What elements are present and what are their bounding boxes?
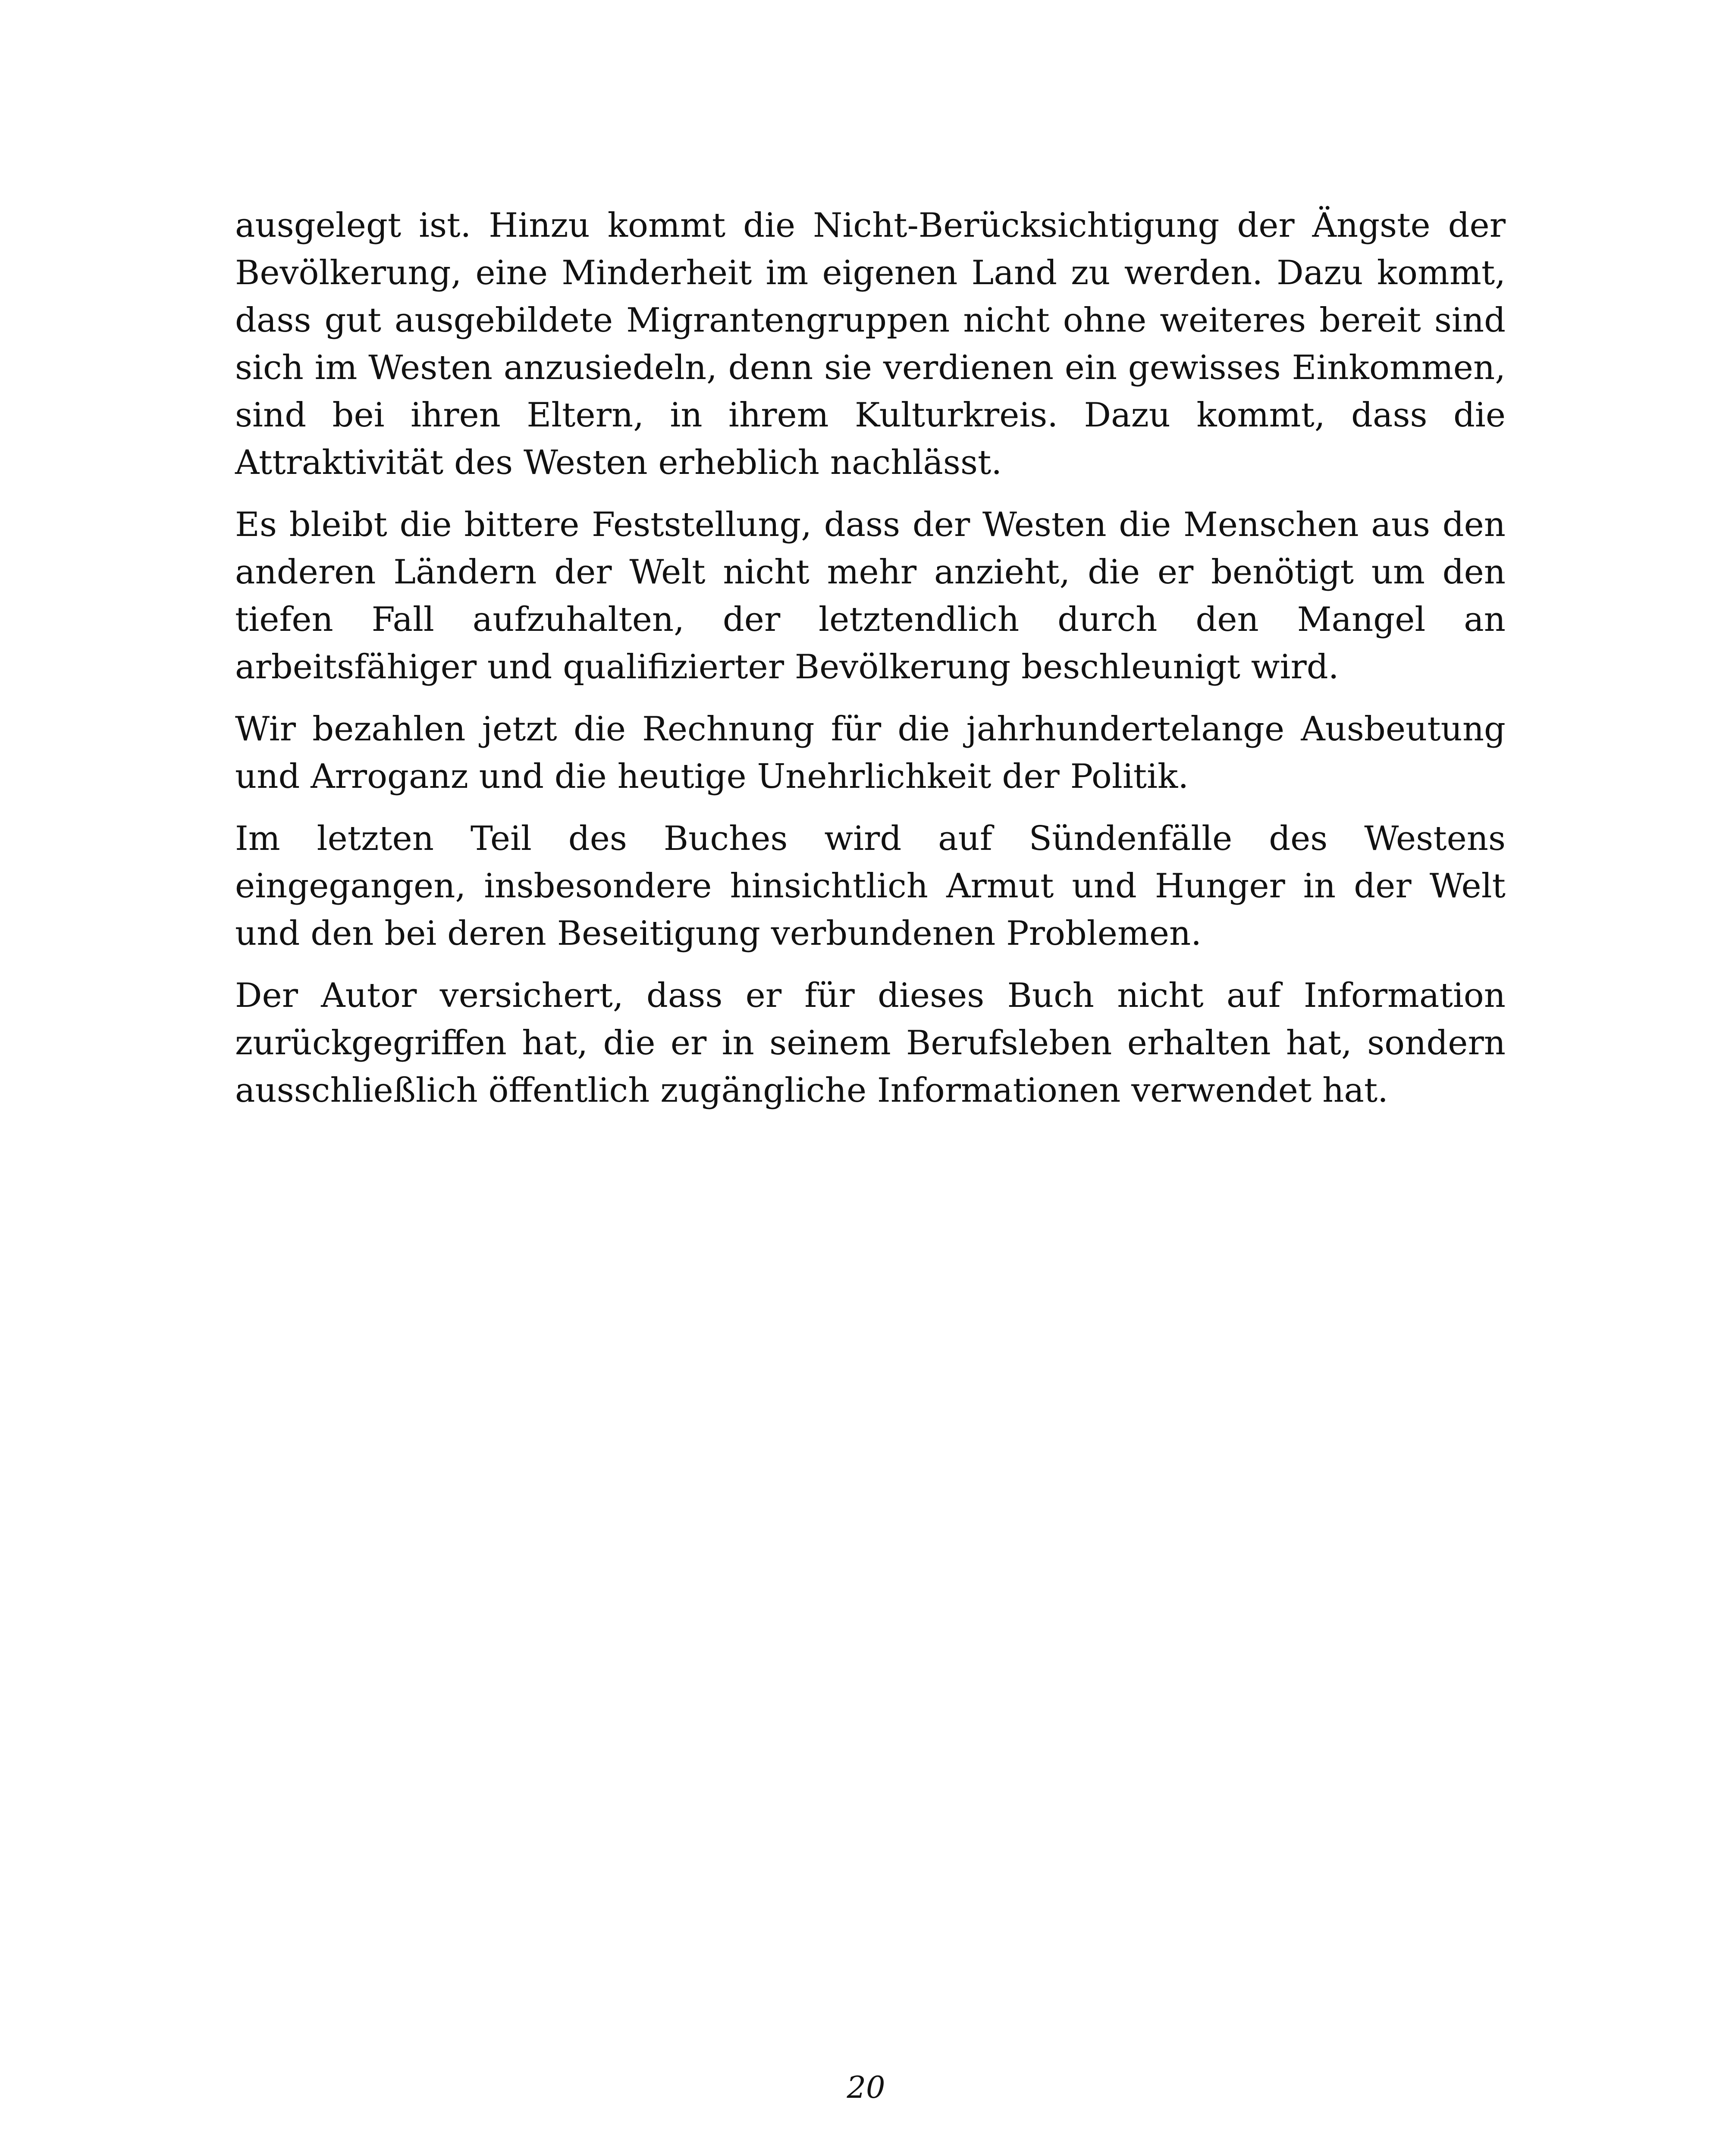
paragraph-4: Im letzten Teil des Buches wird auf Sündenfälle des Westens eingegangen, insbesondere hinsichtlich Armut und Hunger in der Welt und den bei deren Beseitigung verbundenen Problemen. (235, 819, 1506, 953)
body-text (235, 202, 1506, 1129)
paragraph-1: ausgelegt ist. Hinzu kommt die Nicht-Berücksichtigung der Ängste der Bevölkerung, eine Minderheit im eigenen Land zu werden. Dazu kommt, dass gut ausgebildete Migrantengruppen nicht ohne weiteres bereit sind sich im Westen anzusiedeln, denn sie verdienen ein gewisses Einkommen, sind bei ihren Eltern, in ihrem Kulturkreis. Dazu kommt, dass die Attraktivität des Westen erheblich nachlässt. (235, 206, 1506, 482)
paragraph-2: Es bleibt die bittere Feststellung, dass der Westen die Menschen aus den anderen Ländern der Welt nicht mehr anzieht, die er benötigt um den tiefen Fall aufzuhalten, der letztendlich durch den Mangel an arbeitsfähiger und qualifizierter Bevölkerung beschleunigt wird. (235, 505, 1506, 686)
page-number: 20 (847, 2070, 885, 2105)
paragraph-3: Wir bezahlen jetzt die Rechnung für die jahrhundertelange Ausbeutung und Arroganz und die heutige Unehrlichkeit der Politik. (235, 710, 1506, 796)
paragraph-5: Der Autor versichert, dass er für dieses Buch nicht auf Information zurückgegriffen hat, die er in seinem Berufsleben erhalten hat, sondern ausschließlich öffentlich zugängliche Informationen verwendet hat. (235, 976, 1506, 1110)
